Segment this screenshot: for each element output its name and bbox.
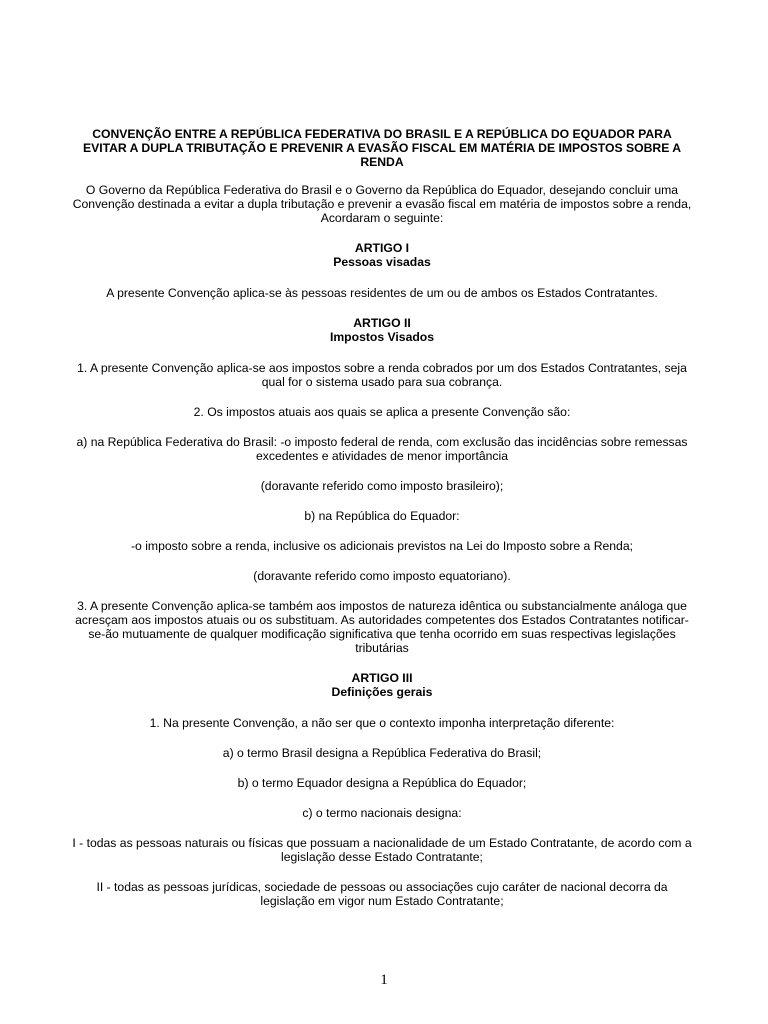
paragraph: a) na República Federativa do Brasil: -o imposto federal de renda, com exclusão das incidências sobre remessas excedentes e atividades de menor importância (76, 435, 688, 463)
paragraph: 1. Na presente Convenção, a não ser que o contexto imponha interpretação diferente: (149, 716, 615, 730)
paragraph: II - todas as pessoas jurídicas, sociedade de pessoas ou associações cujo caráter de nacional decorra da legislação em vigor num Estado Contratante; (96, 880, 668, 908)
paragraph: a) o termo Brasil designa a República Federativa do Brasil; (222, 746, 542, 760)
article-2-heading (72, 316, 692, 344)
document-page (72, 127, 692, 924)
paragraph: (doravante referido como imposto equatoriano). (253, 569, 511, 583)
preamble-paragraph: O Governo da República Federativa do Brasil e o Governo da República do Equador, desejando concluir uma Convenção destinada a evitar a dupla tributação e prevenir a evasão fiscal em matéria de impostos sobre a renda, Acordaram o seguinte: (72, 183, 692, 225)
paragraph: b) na República do Equador: (304, 509, 460, 523)
article-number: ARTIGO III (351, 671, 413, 685)
paragraph: -o imposto sobre a renda, inclusive os adicionais previstos na Lei do Imposto sobre a Renda; (131, 539, 633, 553)
paragraph: 1. A presente Convenção aplica-se aos impostos sobre a renda cobrados por um dos Estados Contratantes, seja qual for o sistema usado para sua cobrança. (77, 361, 687, 389)
article-title: Impostos Visados (329, 330, 435, 344)
article-number: ARTIGO I (354, 241, 410, 255)
paragraph: 2. Os impostos atuais aos quais se aplica a presente Convenção são: (193, 405, 571, 419)
article-3-heading (72, 671, 692, 699)
paragraph: (doravante referido como imposto brasileiro); (260, 479, 504, 493)
paragraph: I - todas as pessoas naturais ou físicas que possuam a nacionalidade de um Estado Contratante, de acordo com a legislação desse Estado Contratante; (72, 836, 692, 864)
paragraph: 3. A presente Convenção aplica-se também aos impostos de natureza idêntica ou substancialmente análoga que acresçam aos impostos atuais ou os substituam. As autoridades competentes dos Estados Contratantes notificar-se-ão mutuamente de qualquer modificação significativa que tenha ocorrido em suas respectivas legislações tributárias (75, 599, 689, 655)
article-title: Pessoas visadas (333, 255, 431, 269)
page-number: 1 (380, 972, 388, 988)
article-1-heading (72, 241, 692, 269)
paragraph: c) o termo nacionais designa: (302, 806, 462, 820)
paragraph: A presente Convenção aplica-se às pessoas residentes de um ou de ambos os Estados Contratantes. (106, 286, 658, 300)
article-title: Definições gerais (331, 685, 433, 699)
article-number: ARTIGO II (353, 316, 411, 330)
document-title: CONVENÇÃO ENTRE A REPÚBLICA FEDERATIVA DO BRASIL E A REPÚBLICA DO EQUADOR PARA EVITAR A DUPLA TRIBUTAÇÃO E PREVENIR A EVASÃO FISCAL EM MATÉRIA DE IMPOSTOS SOBRE A RENDA (82, 127, 682, 169)
paragraph: b) o termo Equador designa a República do Equador; (237, 776, 527, 790)
